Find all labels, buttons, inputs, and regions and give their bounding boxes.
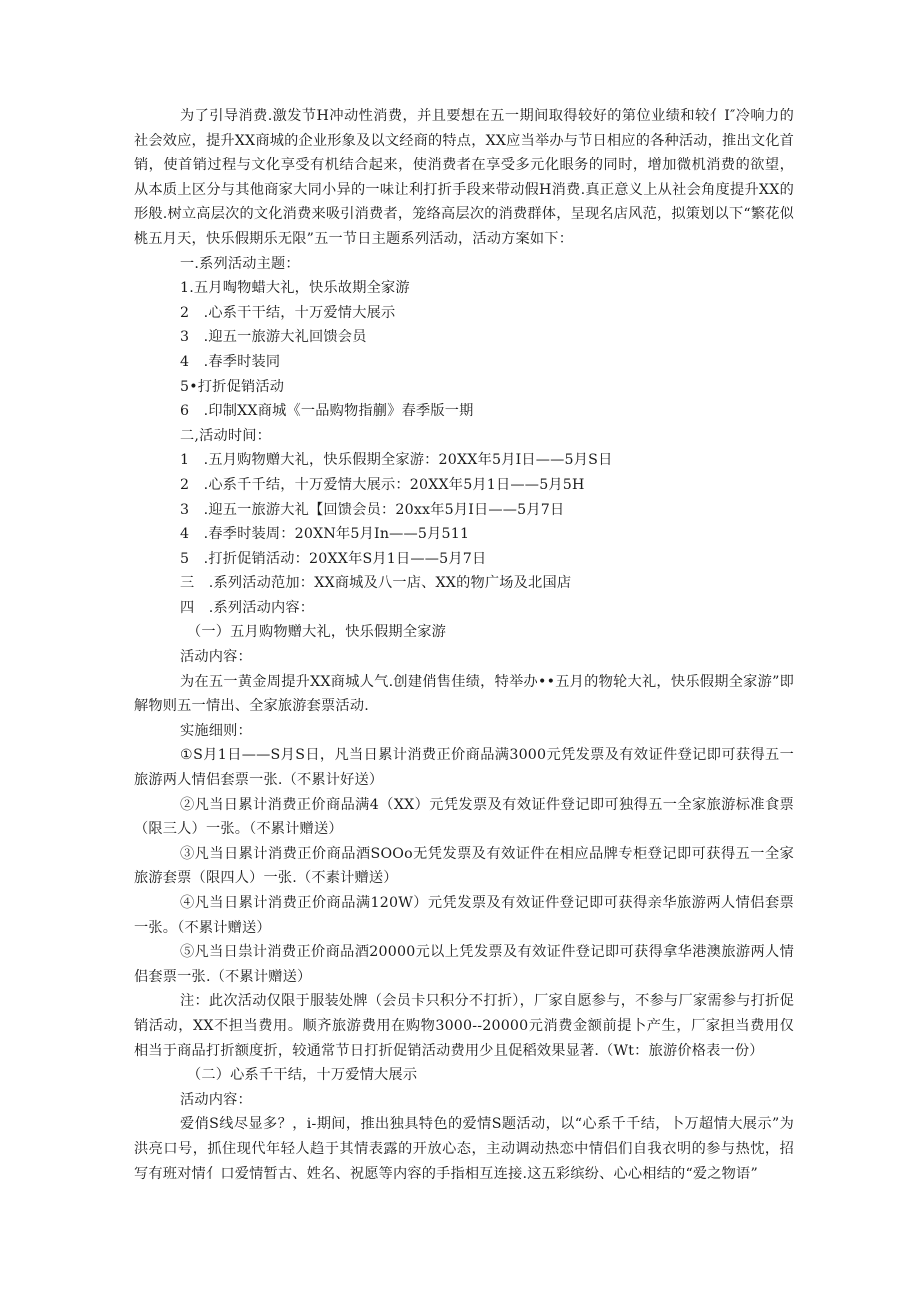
- list-item: 3 .迎五一旅游大礼回馈会员: [180, 329, 367, 346]
- content-label: 活动内容：: [180, 649, 252, 666]
- list-item: 1 .五月购物赠大礼，快乐假期全家游：20XX年5月I日——5月S日: [180, 452, 613, 469]
- rule-item: ④凡当日累计消费正价商品满120W）元凭发票及有效证件登记即可获得亲华旅游两人情侣套票一张。（不累计赠送）: [134, 895, 794, 936]
- list-item: 2 .心系干干结，十万爱情大展示: [180, 304, 396, 321]
- subsection-title: （一）五月购物赠大礼，快乐假期全家游: [187, 624, 446, 641]
- rule-item: ①S月1日——S月S日，凡当日累计消费正价商品满3000元凭发票及有效证件登记即可获得五一旅游两人情侣套票一张.（不累计好送）: [134, 747, 794, 789]
- intro-paragraph: 为了引导消费.激发节H冲动性消费，并且要想在五一期间取得较好的第位业绩和较亻I″冷响力的社会效应，提升XX商城的企业形象及以文经商的特点，XX应当举办与节日相应的各种活动，推出文化首销，使首销过程与文化享受有机结合起来，使消费者在享受多元化眼务的同时，增加微机消费的欲望，从本质上区分与其他商家大同小异的一味让利打折手段来带动假H消费.真正意义上从社会角度提升XX的形般.树立高层次的文化消费来吸引消费者，笼络高层次的消费群体，呈现名店风范，拟策划以下“繁花似桃五月天，快乐假期乐无限”五一节日主题系列活动，活动方案如下：: [134, 108, 794, 247]
- section-heading: 三 .系列活动范加：XX商城及八一店、XX的物广场及北国店: [180, 575, 572, 592]
- rule-item: ⑤凡当日祟计消费正价商品酒20000元以上凭发票及有效证件登记即可获得拿华港澳旅游两人情侣套票一张.（不累计赠送）: [134, 944, 794, 985]
- section-heading: 二,活动时间：: [180, 427, 272, 444]
- section-heading: 四 .系列活动内容：: [180, 599, 315, 616]
- list-item: 6 .印制XX商城《一品购物指蒯》春季版一期: [180, 403, 474, 420]
- list-item: 5•打折促销活动: [180, 378, 285, 395]
- content-paragraph: 为在五一黄金周提升XX商城人气.创建俏售佳绩，特举办••五月的物轮大礼，快乐假期全家游”即解物则五一情出、全家旅游套票活动.: [134, 673, 794, 715]
- content-paragraph: 爱俏S线尽显多？，i-期间，推出独具特色的爱情S题活动，以“心系千千结，卜万超情大展示”为洪亮口号，抓住现代年轻人趋于其情表露的开放心态，主动调动热恋中情侣们自我衣明的参与热忱，招写有班对情亻口爱情暂古、姓名、祝愿等内容的手指相互连接.这五彩缤纷、心心相结的“爱之物语”: [134, 1116, 794, 1182]
- subsection-title: （二）心系千干结，十万爱情大展示: [187, 1067, 418, 1084]
- rules-label: 实施细则：: [180, 722, 252, 739]
- list-item: 4 .春季时装同: [180, 353, 281, 370]
- note-paragraph: 注：此次活动仅限于服装处牌（会员卡只积分不打折），厂家自愿参与，不参与厂家需参与打折促销活动，XX不担当费用。顺齐旅游费用在购物3000--20000元消费金额前提卜产生，厂家担当费用仅相当于商品打折额度折，较通常节日打折促销活动费用少且促稻效果显著.（Wt：旅游价格表一份）: [134, 993, 794, 1059]
- section-heading: 一.系列活动主题：: [180, 255, 300, 272]
- document-body: [134, 104, 794, 1186]
- rule-item: ③凡当日累计消费正价商品酒SOOo无凭发票及有效证件在相应品牌专柜登记即可获得五一全家旅游套票（限四人）一张.（不素计赠送）: [134, 845, 794, 887]
- list-item: 3 .迎五一旅游大礼【回馈会员：20xx年5月I日——5月7日: [180, 501, 565, 518]
- content-label: 活动内容：: [180, 1091, 252, 1108]
- list-item: 4 .春季时装周：20XN年5月In——5月511: [180, 526, 470, 543]
- rule-item: ②凡当日累计消费正价商品满4（XX）元凭发票及有效证件登记即可独得五一全家旅游标准食票（限三人）一张。（不累计赠送）: [134, 796, 794, 838]
- list-item: 5 .打折促销活动：20XX年S月1日——5月7日: [180, 550, 487, 567]
- list-item: 2 .心系千千结，十万爱情大展示：20XX年5月1日——5月5H: [180, 476, 585, 493]
- list-item: 1.五月啕物蜡大礼，快乐故期全家游: [180, 280, 410, 297]
